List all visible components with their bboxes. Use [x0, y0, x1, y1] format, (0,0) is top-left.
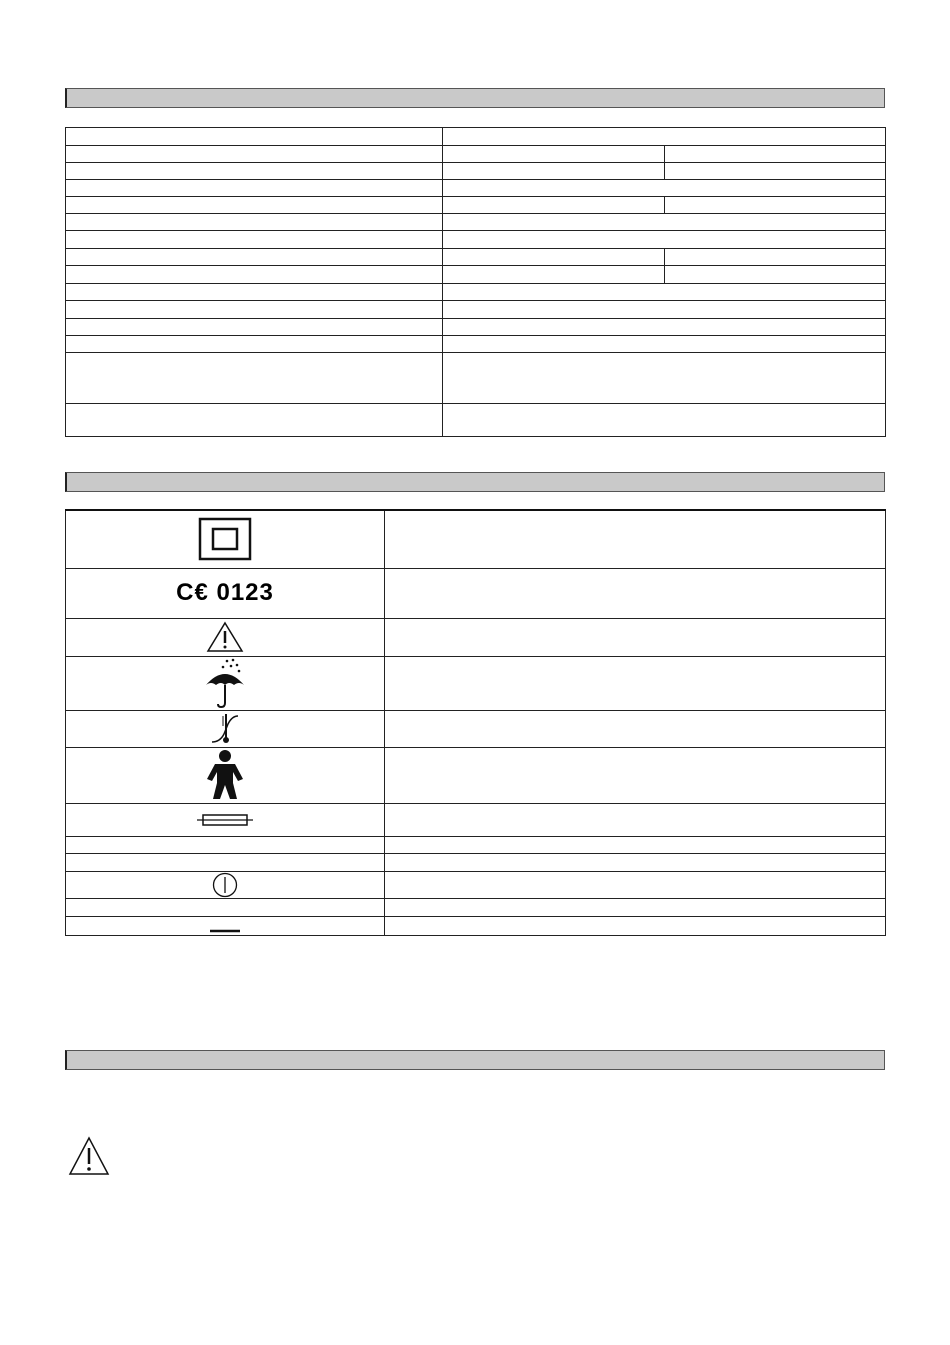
temperature-limit-icon	[210, 712, 240, 746]
warning-block	[68, 1136, 110, 1176]
table-row	[66, 197, 886, 214]
table-row	[66, 284, 886, 301]
section-header-symbols	[65, 472, 885, 492]
table-row	[66, 249, 886, 266]
section-header-safety	[65, 1050, 885, 1070]
table-row	[66, 214, 886, 231]
table-row	[66, 618, 886, 656]
table-row	[66, 568, 886, 618]
warning-triangle-icon	[206, 621, 244, 653]
power-switch-icon	[211, 872, 239, 898]
warning-triangle-icon	[68, 1136, 110, 1176]
table-row	[66, 231, 886, 249]
specifications-table	[65, 127, 886, 437]
symbols-table	[65, 509, 886, 936]
table-row	[66, 710, 886, 747]
section-title	[67, 1051, 884, 1055]
type-bf-applied-part-icon	[205, 749, 245, 801]
table-row	[66, 146, 886, 163]
table-row	[66, 128, 886, 146]
table-row	[66, 404, 886, 437]
table-row	[66, 836, 886, 853]
table-row	[66, 266, 886, 284]
table-row	[66, 898, 886, 916]
table-row	[66, 336, 886, 353]
table-row	[66, 747, 886, 803]
table-row	[66, 510, 886, 568]
table-row	[66, 301, 886, 319]
table-row	[66, 916, 886, 935]
table-row	[66, 803, 886, 836]
table-row	[66, 656, 886, 710]
table-row	[66, 163, 886, 180]
ce-mark-icon: C€ 0123	[176, 579, 274, 606]
section-title	[67, 89, 884, 93]
section-header-specifications	[65, 88, 885, 108]
table-row	[66, 853, 886, 871]
table-row	[66, 353, 886, 404]
section-title	[67, 473, 884, 477]
table-row	[66, 871, 886, 898]
direct-current-icon	[208, 919, 242, 933]
double-insulation-icon	[198, 517, 252, 561]
keep-dry-umbrella-icon	[203, 657, 247, 709]
table-row	[66, 180, 886, 197]
fuse-icon	[197, 813, 253, 827]
table-row	[66, 319, 886, 336]
